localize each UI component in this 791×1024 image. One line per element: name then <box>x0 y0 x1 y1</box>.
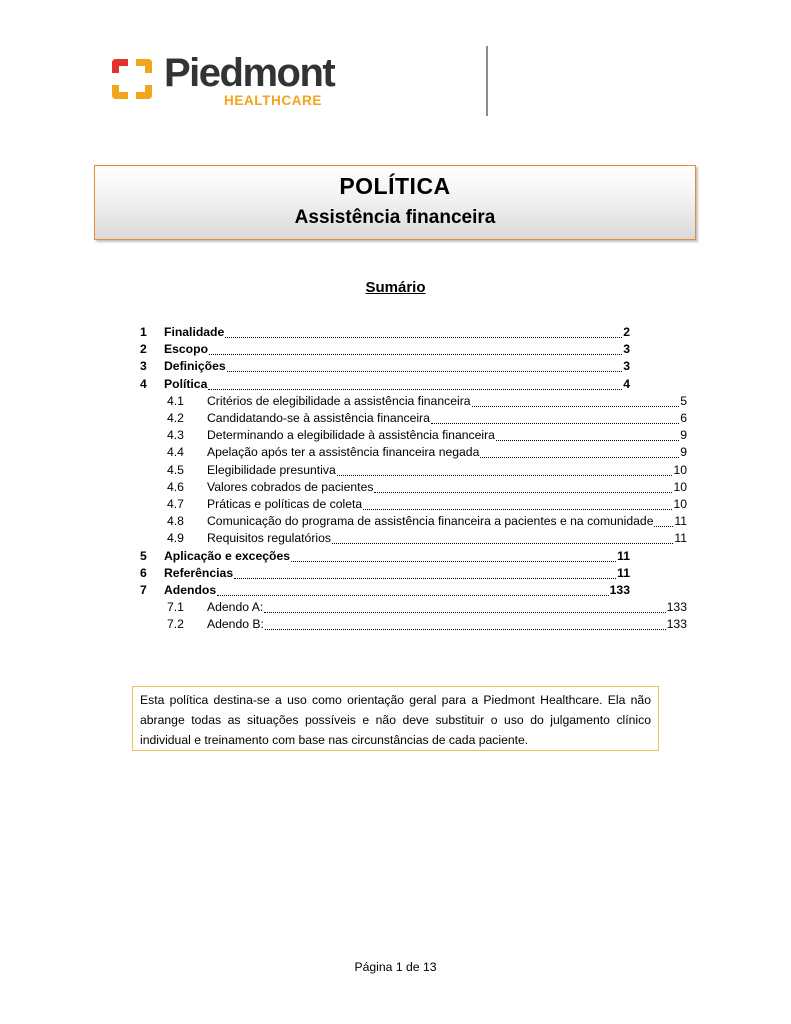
piedmont-bracket-logo-icon <box>108 55 156 103</box>
toc-entry-number: 6 <box>140 565 147 580</box>
toc-entry-page: 4 <box>623 376 630 391</box>
page-title: POLÍTICA <box>339 173 451 199</box>
toc-entry-title: Adendos <box>164 583 217 597</box>
toc-entry-title: Práticas e políticas de coleta <box>207 497 363 511</box>
toc-entry-number: 1 <box>140 325 147 339</box>
toc-entry-number: 4.7 <box>167 497 184 511</box>
toc-entry[interactable] <box>167 393 687 410</box>
toc-entry-page: 10 <box>673 462 687 477</box>
toc-entry-number: 4.4 <box>167 445 184 460</box>
toc-entry[interactable] <box>140 341 630 358</box>
toc-entry-page: 11 <box>674 514 687 529</box>
toc-entry-page: 11 <box>674 531 687 546</box>
toc-heading: Sumário <box>365 279 426 296</box>
toc-entry-title: Critérios de elegibilidade a assistência financeira <box>207 393 471 408</box>
toc-dot-leader <box>291 547 616 562</box>
toc-entry[interactable] <box>140 548 630 565</box>
toc-entry-page: 9 <box>680 428 687 443</box>
toc-dot-leader <box>654 512 673 527</box>
header-divider <box>486 46 488 116</box>
title-box <box>94 165 696 240</box>
toc-entry[interactable] <box>140 376 630 393</box>
toc-entry-number: 4 <box>140 376 147 391</box>
toc-dot-leader <box>496 426 679 441</box>
toc-entry-page: 133 <box>609 583 630 597</box>
toc-entry-number: 4.5 <box>167 462 184 477</box>
toc-dot-leader <box>217 581 609 596</box>
toc-entry-title: Referências <box>164 565 234 580</box>
toc-entry-number: 4.8 <box>167 514 184 529</box>
toc-entry[interactable] <box>140 324 630 341</box>
toc-entry[interactable] <box>140 358 630 375</box>
toc-entry-title: Aplicação e exceções <box>164 548 291 563</box>
toc-entry-title: Requisitos regulatórios <box>207 531 331 546</box>
toc-entry-page: 6 <box>680 411 687 425</box>
toc-entry-number: 4.2 <box>167 411 184 425</box>
toc-dot-leader <box>337 461 673 476</box>
disclaimer-text: Esta política destina-se a uso como orientação geral para a Piedmont Healthcare. Ela não abrange todas as situações possíveis e não deve substituir o uso do julgamento clínico individual e treinamento com base nas circunstâncias de cada paciente. <box>140 693 651 747</box>
toc-entry-title: Finalidade <box>164 325 225 339</box>
toc-entry[interactable] <box>167 427 687 444</box>
toc-dot-leader <box>227 357 623 372</box>
toc-entry-title: Candidatando-se à assistência financeira <box>207 411 430 425</box>
toc-entry-page: 11 <box>617 565 630 580</box>
toc-entry-title: Política <box>164 376 208 391</box>
toc-entry[interactable] <box>167 479 687 496</box>
toc-entry[interactable] <box>167 599 687 616</box>
toc-dot-leader <box>374 478 672 493</box>
toc-entry-title: Comunicação do programa de assistência financeira a pacientes e na comunidade <box>207 514 654 529</box>
toc-entry[interactable] <box>167 496 687 513</box>
toc-entry-title: Escopo <box>164 342 209 357</box>
toc-entry[interactable] <box>140 565 630 582</box>
toc-entry-title: Adendo B: <box>207 617 264 632</box>
toc-entry-page: 2 <box>623 325 630 339</box>
toc-dot-leader <box>363 495 672 510</box>
toc-dot-leader <box>225 323 622 338</box>
toc-entry-page: 133 <box>666 617 687 632</box>
toc-entry[interactable] <box>167 530 687 547</box>
toc-dot-leader <box>208 375 622 390</box>
toc-entry-number: 5 <box>140 548 147 563</box>
toc-entry-number: 4.3 <box>167 428 184 443</box>
toc-entry-page: 133 <box>666 600 687 615</box>
toc-entry[interactable] <box>167 462 687 479</box>
logo-subtitle: HEALTHCARE <box>224 93 322 108</box>
toc-entry-page: 9 <box>680 445 687 460</box>
toc-dot-leader <box>472 392 680 407</box>
toc-entry-page: 3 <box>623 342 630 357</box>
toc-dot-leader <box>265 615 666 630</box>
logo-wordmark: Piedmont <box>164 51 335 95</box>
toc-entry-number: 7.2 <box>167 617 184 632</box>
toc-entry-title: Determinando a elegibilidade à assistência financeira <box>207 428 495 443</box>
toc-dot-leader <box>480 443 679 458</box>
toc-entry[interactable] <box>140 582 630 599</box>
toc-entry[interactable] <box>167 444 687 461</box>
toc-entry-title: Apelação após ter a assistência financeira negada <box>207 445 480 460</box>
toc-dot-leader <box>234 564 616 579</box>
toc-entry-page: 10 <box>673 497 687 511</box>
piedmont-logo <box>108 53 348 109</box>
toc-entry-page: 5 <box>680 393 687 408</box>
toc-entry-page: 3 <box>623 359 630 374</box>
toc-entry-number: 4.9 <box>167 531 184 546</box>
toc-entry-number: 2 <box>140 342 147 357</box>
toc-entry-page: 11 <box>617 548 630 563</box>
toc-dot-leader <box>209 340 622 355</box>
toc-entry[interactable] <box>167 513 687 530</box>
toc-entry[interactable] <box>167 616 687 633</box>
toc-entry-title: Elegibilidade presuntiva <box>207 462 336 477</box>
toc-entry-title: Valores cobrados de pacientes <box>207 479 374 494</box>
page-footer: Página 1 de 13 <box>354 960 437 974</box>
toc-dot-leader <box>431 409 679 424</box>
toc-entry-number: 4.6 <box>167 479 184 494</box>
toc-entry-title: Adendo A: <box>207 600 264 615</box>
toc-dot-leader <box>264 598 665 613</box>
toc-entry-number: 4.1 <box>167 393 184 408</box>
toc-dot-leader <box>332 529 673 544</box>
disclaimer-box <box>132 686 659 751</box>
toc-entry-number: 7.1 <box>167 600 184 615</box>
page-subtitle: Assistência financeira <box>294 207 496 228</box>
toc-entry-page: 10 <box>673 479 687 494</box>
toc-entry-number: 7 <box>140 583 147 597</box>
toc-entry-number: 3 <box>140 359 147 374</box>
toc-entry-title: Definições <box>164 359 226 374</box>
toc-entry[interactable] <box>167 410 687 427</box>
